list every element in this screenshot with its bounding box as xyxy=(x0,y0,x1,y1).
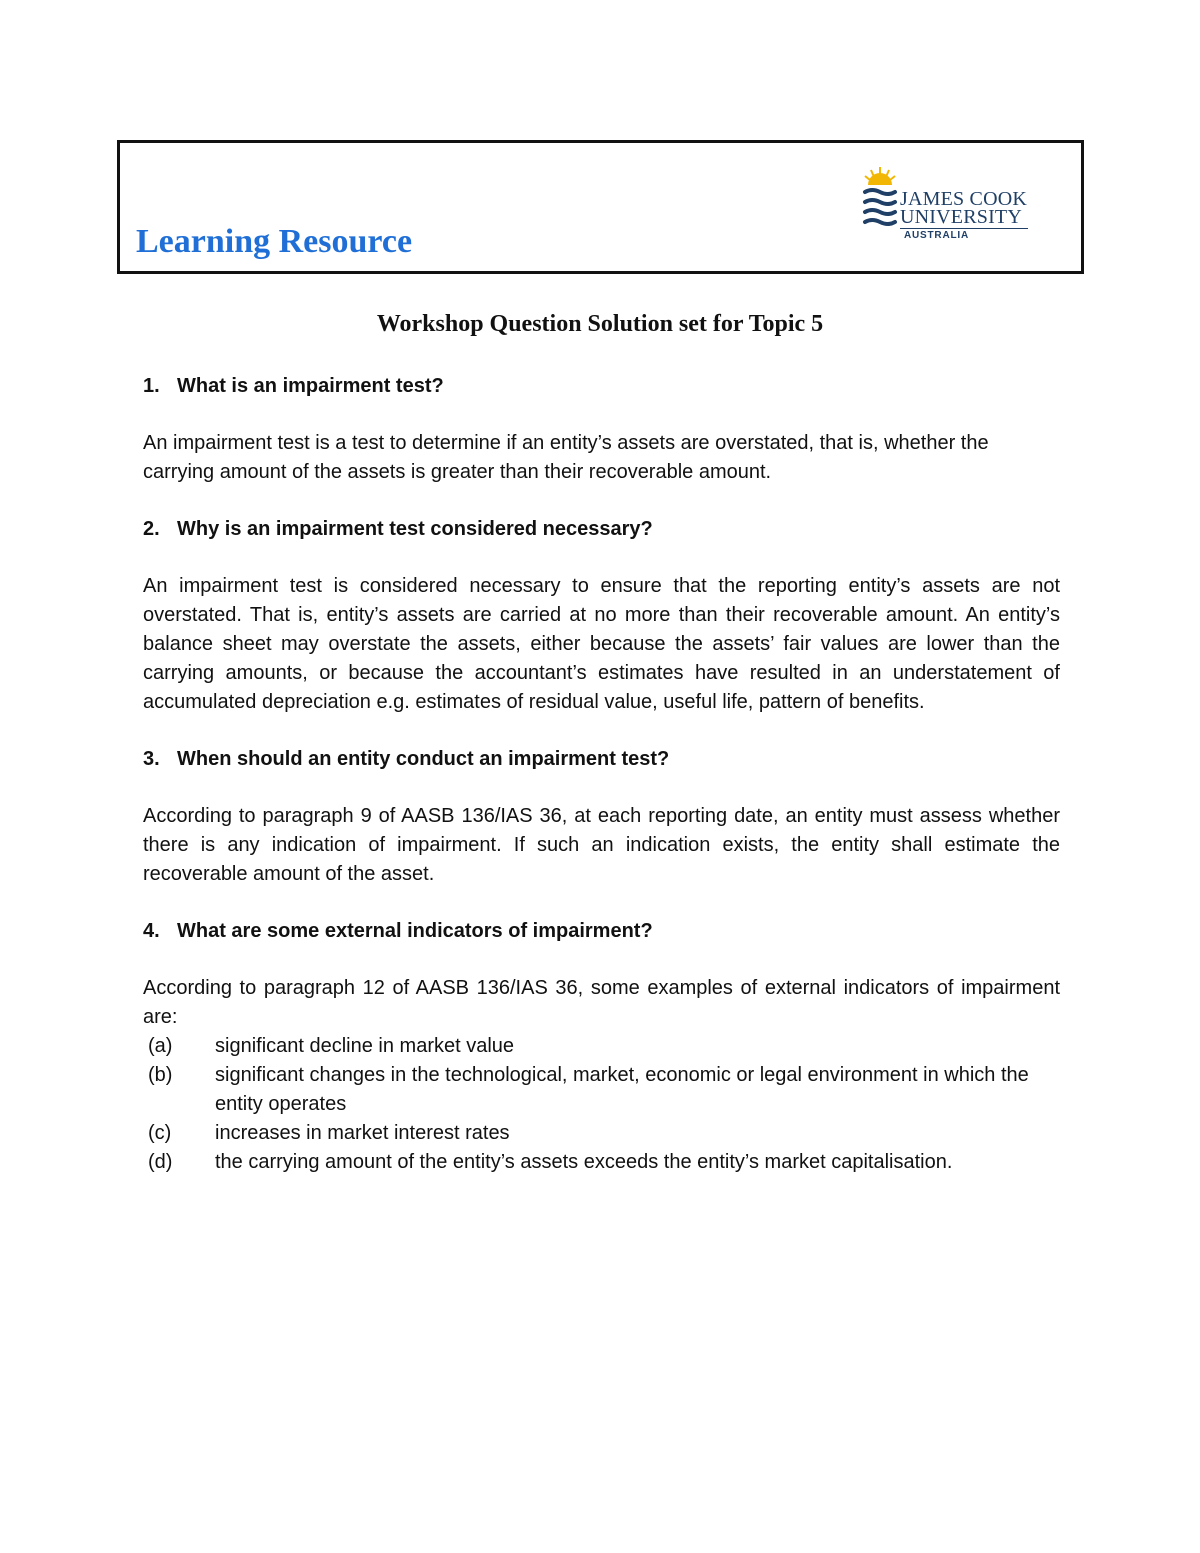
logo-line-3: AUSTRALIA xyxy=(904,230,969,241)
question-text: What is an impairment test? xyxy=(177,375,444,397)
logo-line-1: JAMES COOK xyxy=(900,188,1028,210)
header-box xyxy=(117,140,1084,274)
logo-line-2: UNIVERSITY xyxy=(900,206,1022,228)
list-item xyxy=(143,1032,1060,1061)
list-item-label: (b) xyxy=(148,1064,173,1086)
logo-divider xyxy=(900,228,1028,229)
list-item-text: the carrying amount of the entity’s assets exceeds the entity’s market capitalisation. xyxy=(215,1151,953,1173)
list-item xyxy=(143,1119,1060,1148)
question-4 xyxy=(143,917,1060,946)
list-item-text: significant decline in market value xyxy=(215,1035,515,1057)
question-2 xyxy=(143,515,1060,544)
document-title: Workshop Question Solution set for Topic 5 xyxy=(376,311,824,337)
document-body xyxy=(143,372,1060,1177)
question-1 xyxy=(143,372,1060,401)
header-title: Learning Resource xyxy=(136,223,413,260)
list-item-label: (d) xyxy=(148,1151,173,1173)
question-text: Why is an impairment test considered necessary? xyxy=(177,518,653,540)
question-number: 4. xyxy=(143,920,160,942)
list-item-text: significant changes in the technological, market, economic or legal environment in which the entity operates xyxy=(215,1064,1029,1115)
indicator-list xyxy=(143,1032,1060,1177)
question-text: When should an entity conduct an impairment test? xyxy=(177,748,670,770)
list-item-label: (a) xyxy=(148,1035,173,1057)
answer-2: An impairment test is considered necessary to ensure that the reporting entity’s assets are not overstated. That is, entity’s assets are carried at no more than their recoverable amount. An entity’s balance sheet may overstate the assets, either because the assets’ fair values are lower than the carrying amounts, or because the accountant’s estimates have resulted in an understatement of accumulated depreciation e.g. estimates of residual value, useful life, pattern of benefits. xyxy=(143,575,1060,713)
university-logo xyxy=(862,165,1038,245)
answer-1: An impairment test is a test to determine if an entity’s assets are overstated, that is, whether the carrying amount of the assets is greater than their recoverable amount. xyxy=(143,432,989,483)
university-emblem-icon xyxy=(862,165,898,243)
question-number: 1. xyxy=(143,375,160,397)
question-number: 3. xyxy=(143,748,160,770)
list-item xyxy=(143,1061,1060,1119)
list-item xyxy=(143,1148,1060,1177)
answer-3: According to paragraph 9 of AASB 136/IAS 36, at each reporting date, an entity must assess whether there is any indication of impairment. If such an indication exists, the entity shall estimate the recoverable amount of the asset. xyxy=(143,805,1060,885)
list-item-label: (c) xyxy=(148,1122,172,1144)
question-3 xyxy=(143,745,1060,774)
answer-4: According to paragraph 12 of AASB 136/IAS 36, some examples of external indicators of impairment are: xyxy=(143,977,1060,1028)
list-item-text: increases in market interest rates xyxy=(215,1122,510,1144)
question-number: 2. xyxy=(143,518,160,540)
question-text: What are some external indicators of impairment? xyxy=(177,920,653,942)
